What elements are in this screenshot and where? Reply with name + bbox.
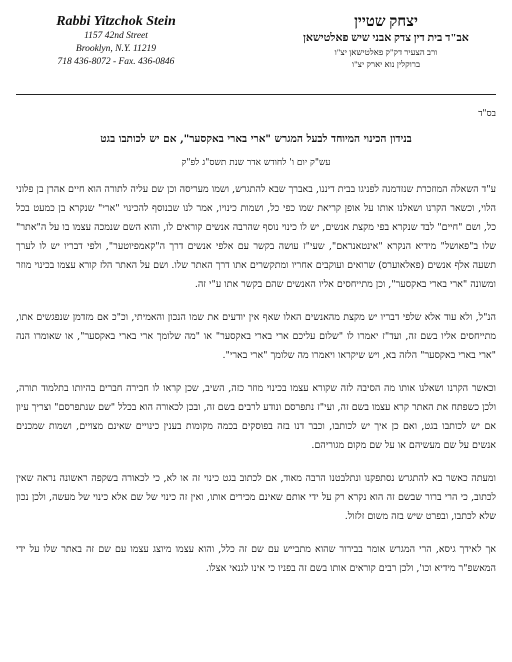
hebrew-line-3: ברוקלין נוא יארק יצ"ו bbox=[351, 59, 421, 69]
hebrew-line-2: ורב הצעיר דק"ק פאלטישאן יצ"ו bbox=[334, 47, 438, 57]
body-paragraph-2: הנ"ל, ולא עוד אלא שלפי דבריו יש מקצת מהאנשים האלו שאף אין יודעים את שמו הנכון והאמיתי, וכ"כ אם מזדמן שנפגשים אתו, מתייחסים אליו בשם זה, ועד"ז יאמרו לו "שלום עליכם ארי בארי באקסער" או "מה שלומך ארי בארי באקסער", או שאומרו הנה "ארי בארי באקסער" הלזה בא, ויש שיקראו ויאמרו מה שלומך "ארי בארי". bbox=[16, 312, 496, 361]
body-paragraph-1: ע"ד השאלה המוזכרת שנזדמנה לפניגו בבית דיננו, באברך שבא להתגרש, ושמו מעריסה וכן שם עליה לתורה הוא חיים אהרן בן פלוני הלוי, וכשאר הקרנו ושאלנו אותו על אופן קריאת שמו כפי כל, ושמות כינויו, אמר לנו שבנוסף להכינוי "ארי" שנקרא בן כמעט בכל כל, ושם "חיים" לבד שנקרא בפי מקצת אנשים, יש לו כינוי נוסף שהרבה אנשים קוראים לו, והוא השם שנמכה עצמו בו על ה"אתר" שלו ב"פאושל" מידיא הנקרא "אינטאנראם", שעי"ז עושה בקשר עם אלפי אנשים דרך ה"קאמפיוטער", ולפי דבריו יש לו לערך תשעה אלף אנשים (פאלאוערס) שרואים ועוקבים אחריו ומתקשרים אתו דרך האתר שלו. ושם על האתר הלז קורא עצמו בכינוי מוזר ומשונה "ארי בארי באקסער", וכן מתייחסים אליו האנשים שהם בקשר אתו ע"י זה. bbox=[16, 184, 496, 290]
english-letterhead bbox=[16, 14, 216, 69]
bsd-mark: בס"ד bbox=[478, 109, 496, 119]
body-paragraph-4: ומעתה כאשר בא להתגרש נסתפקנו ונתלבטנו הרבה מאוד, אם לכתוב בגט כינוי זה או לא, כי לכאורה בשקפה ראשונה נראה שאין לכתוב, כי הרי ברור שבשם זה הוא נקרא רק על ידי אותם שאינם מכירים אותו, ואין זה כינוי של שם אלא כינוי של מעשה, ולכן נכון שלא לכתבו, ובפרט שיש בזה משום זלזול. bbox=[16, 473, 496, 522]
letterhead-divider bbox=[16, 94, 496, 95]
city-line: Brooklyn, N.Y. 11219 bbox=[75, 44, 157, 54]
body-paragraph-3: וכאשר הקרנו ושאלנו אותו מה הסיבה לזה שקורא עצמו בכינוי מוזר כזה, השיב, שכן קראו לו חבירה חברים בהיותו בתלמוד תורה, ולכן כשפתח את האתר קרא עצמו בשם זה, ועי"ז נתפרסם ונודע לרבים בשם זה, ובכן לכאורה הוא בכלל "שם שנתפרסם" וצריך עיון אם יש לכותבו בגט, ואם כן איך יש לכותבו, וכבר דנו בזה בפוסקים בכמה מקומות בענין כינויים שאינם מצויים, ושמות שמכנים אנשים על שם מעשיהם או על שם מקום מגוריהם. bbox=[16, 383, 496, 451]
phone-fax-line: 718 436-8072 - Fax. 436-0846 bbox=[57, 57, 175, 67]
rabbi-name-english: Rabbi Yitzchok Stein bbox=[56, 14, 176, 29]
date-line: עש"ק יום ו' לחודש אדר שנת תשס"ג לפ"ק bbox=[181, 158, 331, 168]
rabbi-name-hebrew: יצחק שטיין bbox=[354, 14, 418, 30]
rabbi-title-hebrew: אב"ד בית דין צדק אבני שיש פאלטישאן bbox=[303, 32, 469, 44]
letterhead bbox=[16, 10, 496, 100]
subject-heading: בנידון הכינוי המיוחד לבעל המגרש "ארי בארי באקסער", אם יש לכותבו בגט bbox=[100, 133, 412, 145]
hebrew-letterhead bbox=[276, 14, 496, 70]
address-line: 1157 42nd Street bbox=[84, 31, 148, 41]
closing-paragraph: אך לאידך גיסא, הרי המגרש אומר בבירור שהוא מתבייש עם שם זה כלל, והוא עצמו מיוצג עצמו עם שם זה באתר שלו על ידי המאשפ"ר מידיא וכו', ולכן רבים קוראים אותו בשם זה בפניו כי אינו לגנאי אצלו. bbox=[16, 544, 496, 574]
